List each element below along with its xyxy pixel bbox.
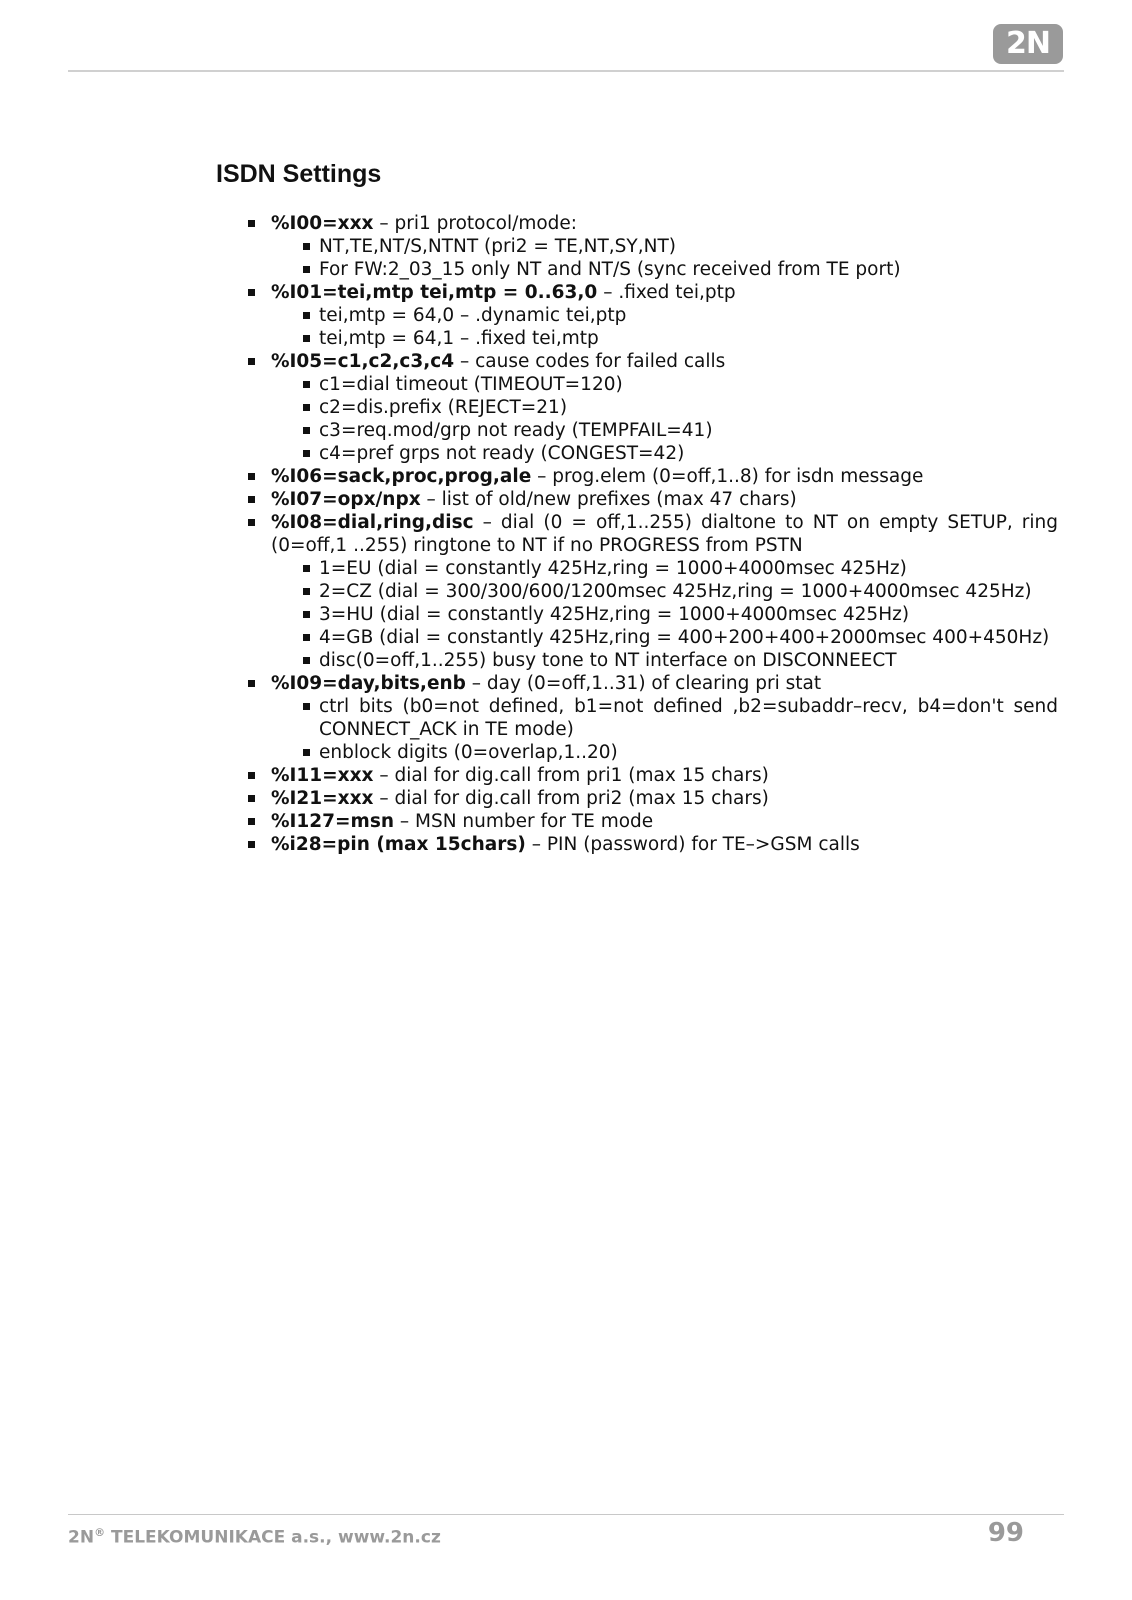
bullet-square-icon xyxy=(303,565,310,572)
subitem-text: tei,mtp = 64,1 – .fixed tei,mtp xyxy=(319,328,599,349)
bullet-square-icon xyxy=(303,588,310,595)
setting-description: – PIN (password) for TE–>GSM calls xyxy=(525,834,860,855)
bullet-square-icon xyxy=(248,841,255,848)
setting-sublist xyxy=(295,235,1058,281)
bullet-square-icon xyxy=(248,772,255,779)
bullet-square-icon xyxy=(248,473,255,480)
bullet-square-icon xyxy=(248,519,255,526)
setting-code: %I06=sack,proc,prog,ale xyxy=(271,466,532,487)
setting-description: – dial for dig.call from pri1 (max 15 chars) xyxy=(373,765,769,786)
bullet-square-icon xyxy=(303,427,310,434)
setting-sublist xyxy=(295,304,1058,350)
bullet-square-icon xyxy=(303,266,310,273)
setting-code: %I09=day,bits,enb xyxy=(271,673,466,694)
subitem-text: disc(0=off,1..255) busy tone to NT interface on DISCONNEECT xyxy=(319,650,897,671)
settings-bullet-list xyxy=(238,212,1058,856)
setting-description: – cause codes for failed calls xyxy=(454,351,726,372)
subitem-text: enblock digits (0=overlap,1..20) xyxy=(319,742,618,763)
subitem-text: For FW:2_03_15 only NT and NT/S (sync received from TE port) xyxy=(319,259,901,280)
setting-item xyxy=(238,465,1058,488)
setting-item xyxy=(238,672,1058,764)
setting-code: %I00=xxx xyxy=(271,213,374,234)
subitem-text: c2=dis.prefix (REJECT=21) xyxy=(319,397,568,418)
setting-description: – dial for dig.call from pri2 (max 15 chars) xyxy=(373,788,769,809)
setting-sublist xyxy=(295,373,1058,465)
setting-code: %I21=xxx xyxy=(271,788,374,809)
setting-subitem xyxy=(295,373,1058,396)
subitem-text: 4=GB (dial = constantly 425Hz,ring = 400+200+400+2000msec 400+450Hz) xyxy=(319,627,1050,648)
setting-item xyxy=(238,833,1058,856)
setting-subitem xyxy=(295,603,1058,626)
setting-code: %I127=msn xyxy=(271,811,394,832)
registered-mark: ® xyxy=(94,1526,106,1539)
setting-description: – dial (0 = off,1..255) dialtone to NT on empty SETUP, ring (0=off,1 ..255) ringtone to NT if no PROGRESS from PSTN xyxy=(271,512,1058,556)
subitem-text: ctrl bits (b0=not defined, b1=not defined ,b2=subaddr–recv, b4=don't send CONNECT_ACK in TE mode) xyxy=(319,696,1058,740)
bullet-square-icon xyxy=(248,818,255,825)
setting-item xyxy=(238,764,1058,787)
bullet-square-icon xyxy=(248,496,255,503)
setting-subitem xyxy=(295,258,1058,281)
setting-subitem xyxy=(295,304,1058,327)
subitem-text: c1=dial timeout (TIMEOUT=120) xyxy=(319,374,623,395)
subitem-text: tei,mtp = 64,0 – .dynamic tei,ptp xyxy=(319,305,627,326)
bullet-square-icon xyxy=(303,381,310,388)
setting-item xyxy=(238,488,1058,511)
subitem-text: c3=req.mod/grp not ready (TEMPFAIL=41) xyxy=(319,420,713,441)
subitem-text: 3=HU (dial = constantly 425Hz,ring = 1000+4000msec 425Hz) xyxy=(319,604,910,625)
bullet-square-icon xyxy=(248,358,255,365)
bullet-square-icon xyxy=(248,220,255,227)
bullet-square-icon xyxy=(303,450,310,457)
subitem-text: 2=CZ (dial = 300/300/600/1200msec 425Hz,ring = 1000+4000msec 425Hz) xyxy=(319,581,1032,602)
bullet-square-icon xyxy=(303,634,310,641)
setting-description: – day (0=off,1..31) of clearing pri stat xyxy=(465,673,822,694)
bullet-square-icon xyxy=(303,404,310,411)
setting-description: – list of old/new prefixes (max 47 chars) xyxy=(420,489,797,510)
setting-code: %I11=xxx xyxy=(271,765,374,786)
bullet-square-icon xyxy=(303,335,310,342)
setting-item xyxy=(238,787,1058,810)
setting-code: %I07=opx/npx xyxy=(271,489,421,510)
setting-subitem xyxy=(295,580,1058,603)
setting-subitem xyxy=(295,442,1058,465)
setting-code: %I01=tei,mtp tei,mtp = 0..63,0 xyxy=(271,282,598,303)
bullet-square-icon xyxy=(248,289,255,296)
setting-subitem xyxy=(295,557,1058,580)
setting-sublist xyxy=(295,695,1058,764)
footer-company-prefix: 2N xyxy=(68,1527,95,1548)
setting-subitem xyxy=(295,235,1058,258)
setting-subitem xyxy=(295,327,1058,350)
subitem-text: 1=EU (dial = constantly 425Hz,ring = 1000+4000msec 425Hz) xyxy=(319,558,907,579)
setting-subitem xyxy=(295,695,1058,741)
subitem-text: c4=pref grps not ready (CONGEST=42) xyxy=(319,443,685,464)
setting-subitem xyxy=(295,649,1058,672)
setting-code: %I08=dial,ring,disc xyxy=(271,512,474,533)
subitem-text: NT,TE,NT/S,NTNT (pri2 = TE,NT,SY,NT) xyxy=(319,236,676,257)
header-divider xyxy=(68,70,1064,72)
footer-company-rest: TELEKOMUNIKACE a.s., www.2n.cz xyxy=(105,1527,441,1548)
brand-logo: 2N xyxy=(993,24,1063,64)
setting-item xyxy=(238,511,1058,672)
section-title: ISDN Settings xyxy=(216,160,382,188)
bullet-square-icon xyxy=(248,795,255,802)
bullet-square-icon xyxy=(303,611,310,618)
page-number: 99 xyxy=(987,1518,1024,1548)
bullet-square-icon xyxy=(248,680,255,687)
setting-description: – prog.elem (0=off,1..8) for isdn message xyxy=(531,466,924,487)
settings-list xyxy=(238,212,1058,856)
setting-code: %i28=pin (max 15chars) xyxy=(271,834,526,855)
setting-subitem xyxy=(295,741,1058,764)
setting-sublist xyxy=(295,557,1058,672)
setting-description: – MSN number for TE mode xyxy=(394,811,654,832)
setting-item xyxy=(238,212,1058,281)
setting-subitem xyxy=(295,626,1058,649)
bullet-square-icon xyxy=(303,243,310,250)
setting-item xyxy=(238,350,1058,465)
setting-subitem xyxy=(295,419,1058,442)
bullet-square-icon xyxy=(303,703,310,710)
setting-item xyxy=(238,281,1058,350)
setting-description: – .fixed tei,ptp xyxy=(597,282,736,303)
footer-company xyxy=(68,1526,441,1548)
bullet-square-icon xyxy=(303,657,310,664)
setting-subitem xyxy=(295,396,1058,419)
setting-code: %I05=c1,c2,c3,c4 xyxy=(271,351,455,372)
bullet-square-icon xyxy=(303,312,310,319)
bullet-square-icon xyxy=(303,749,310,756)
setting-description: – pri1 protocol/mode: xyxy=(373,213,578,234)
setting-item xyxy=(238,810,1058,833)
footer-divider xyxy=(68,1514,1064,1515)
